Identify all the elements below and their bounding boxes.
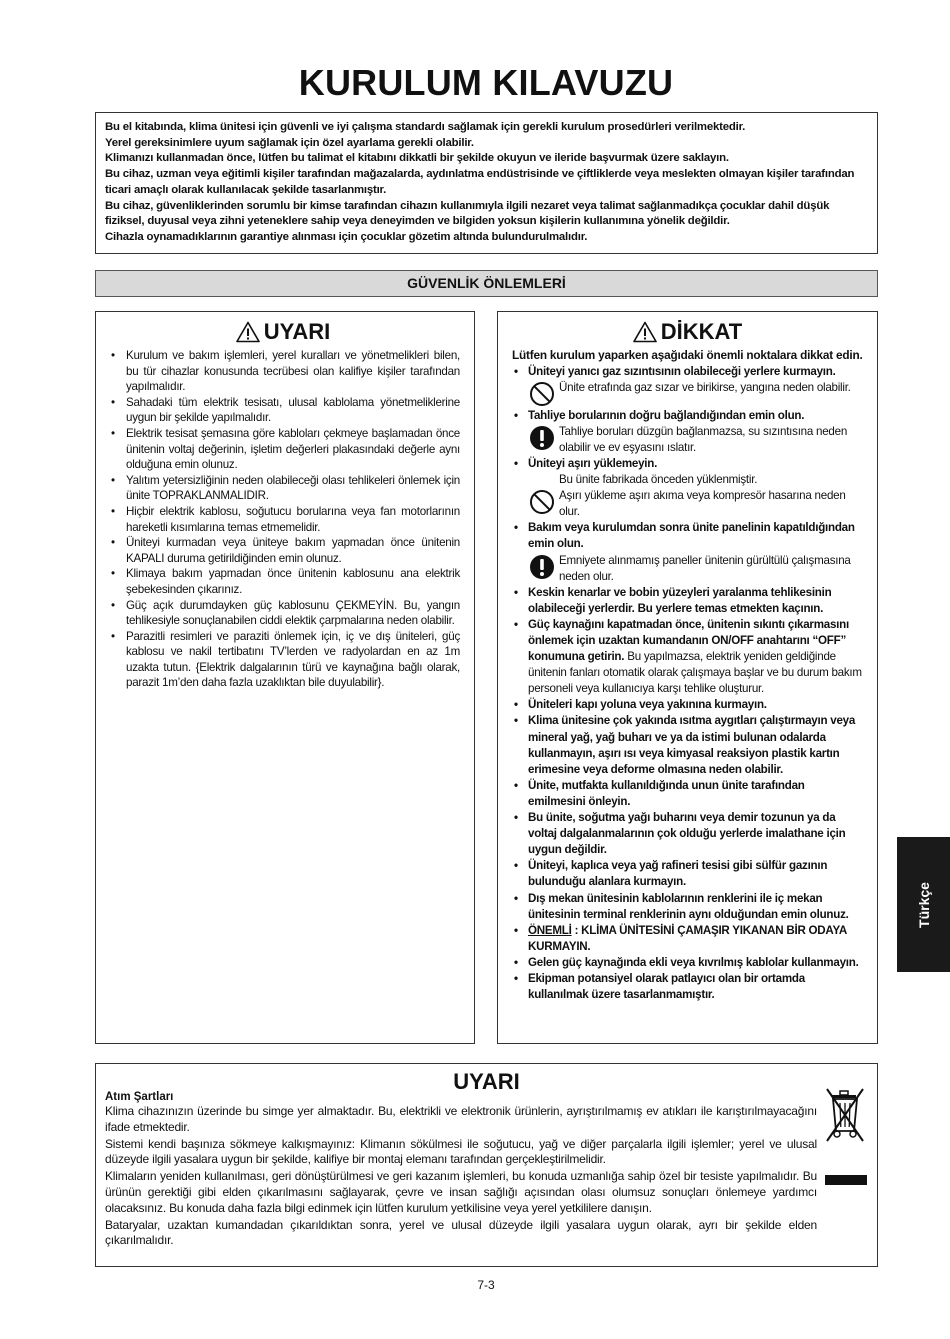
safety-section-header: GÜVENLİK ÖNLEMLERİ [95, 270, 878, 297]
list-item: • Üniteyi, kaplıca veya yağ rafineri tesisi gibi sülfür gazının bulunduğu alanlara kurmayın. [512, 858, 863, 890]
warning-list [106, 348, 460, 691]
disposal-heading: UYARI [453, 1069, 520, 1094]
caution-item-text: Üniteyi yanıcı gaz sızıntısının olabileceği yerlere kurmayın. [528, 364, 836, 378]
list-item [512, 364, 863, 408]
list-item: • Yalıtım yetersizliğinin neden olabileceği olası tehlikeleri önlemek için ünite TOPRAKLANMALIDIR. [106, 473, 460, 504]
list-item: • Ünite, mutfakta kullanıldığında unun ünite tarafından emilmesini önleyin. [512, 778, 863, 810]
caution-item-text: Güç kaynağını kapatmadan önce, ünitenin sıkıntı çıkarmasını önlemek için uzaktan kumandanın ON/OFF anahtarını “OFF” konumuna getirin. [528, 617, 849, 664]
intro-line: Bu cihaz, uzman veya eğitimli kişiler tarafından mağazalarda, aydınlatma endüstrisinde ve çiftliklerde veya meslekten olmayan kişiler tarafından ticari amaçlı olarak kullanılacak şekilde tasarlanmıştır. [105, 168, 855, 196]
caution-box [497, 311, 878, 1044]
warning-triangle-icon [633, 321, 657, 343]
list-item: • Ekipman potansiyel olarak patlayıcı olan bir ortamda kullanılmak üzere tasarlanmamıştır. [512, 971, 863, 1003]
list-item [512, 617, 863, 697]
caution-sub [528, 424, 863, 456]
caution-sub-text: Tahliye boruları düzgün bağlanmazsa, su sızıntısına neden olabilir ve ev eşyasını ıslatır. [559, 424, 848, 454]
list-item: • Klimaya bakım yapmadan önce ünitenin kablosunu ana elektrik şebekesinden çıkarınız. [106, 566, 460, 597]
disposal-box [95, 1063, 878, 1267]
list-item: • Dış mekan ünitesinin kablolarının renklerini ile iç mekan ünitesinin terminal renklerinin aynı olduğundan emin olunuz. [512, 891, 863, 923]
caution-item-text: Üniteyi aşırı yüklemeyin. [528, 456, 658, 470]
intro-line: Cihazla oynamadıklarının garantiye alınması için çocuklar gözetim altında bulundurulmalıdır. [105, 230, 588, 243]
disposal-paragraph: Sistemi kendi başınıza sökmeye kalkışmayınız: Klimanın sökülmesi ile soğutucu, yağ ve diğer parçalarla ilgili işlemler; yerel ve ulusal düzeyde ilgili yasalara uygun bir şekilde, kalifiye bir montaj elemanı tarafından gerçekleştirilmelidir. [105, 1136, 817, 1167]
list-item: • Keskin kenarlar ve bobin yüzeyleri yaralanma tehlikesinin olabileceği yerlerdir. Bu yerlere temas etmekten kaçının. [512, 585, 863, 617]
mandatory-action-icon [528, 553, 556, 581]
disposal-paragraph: Klima cihazınızın üzerinde bu simge yer almaktadır. Bu, elektrikli ve elektronik ürünlerin, ayrıştırılmamış ev atıkları ile karıştırılmayacağını ifade etmektedir. [105, 1104, 817, 1134]
mandatory-action-icon [528, 424, 556, 452]
caution-lead: Lütfen kurulum yaparken aşağıdaki önemli noktalara dikkat edin. [512, 348, 863, 362]
prohibition-icon [528, 380, 556, 408]
caution-item-text: Bu yapılmazsa, elektrik yeniden geldiğinde ünitenin fanları otomatik olarak çalışmaya başlar ve bu durum bakım personeli veya kullanıcıya karşı tehlike oluşturur. [528, 650, 862, 696]
intro-box [95, 112, 878, 254]
warning-box [95, 311, 475, 1044]
list-item: • Bu ünite, soğutma yağı buharını veya demir tozunun ya da voltaj dalgalanmalarının çok olduğu yerlerde imalathane için uygun değildir. [512, 810, 863, 858]
caution-heading [512, 318, 863, 346]
list-item: • Gelen güç kaynağında ekli veya kıvrılmış kablolar kullanmayın. [512, 955, 863, 971]
disposal-paragraph: Klimaların yeniden kullanılması, geri dönüştürülmesi ve geri kazanım işlemleri, bu konuda uzmanlığa sahip özel bir tesiste yapılmalıdır. Bu ürünün gerektiği gibi elden çıkarılmasını sağlayarak, çevre ve insan sağlığı açısından olası olumsuz sonuçları önlemeye yardımcı olacaksınız. Bu konuda daha fazla bilgi edinmek için lütfen kurulum yetkilisine veya yerel yetkililere danışın. [105, 1169, 817, 1215]
prohibition-icon [528, 488, 556, 516]
important-label: ÖNEMLİ [528, 923, 572, 937]
warning-heading-text: UYARI [263, 319, 331, 344]
intro-line: Klimanızı kullanmadan önce, lütfen bu talimat el kitabını dikkatli bir şekilde okuyun ve ileride başvurmak üzere saklayın. [105, 152, 729, 165]
language-tab [897, 837, 950, 972]
language-tab-label: Türkçe [915, 881, 932, 928]
caution-list [512, 364, 863, 1004]
caution-item-text: Tahliye borularının doğru bağlandığından emin olun. [528, 408, 805, 422]
caution-sub [528, 488, 863, 520]
caution-sub-text: Aşırı yükleme aşırı akıma veya kompresör hasarına neden olur. [559, 489, 846, 519]
caution-sub [528, 553, 863, 585]
intro-line: Bu el kitabında, klima ünitesi için güvenli ve iyi çalışma standardı sağlamak için gerekli kurulum prosedürleri verilmektedir. [105, 121, 746, 133]
intro-line: Bu cihaz, güvenliklerinden sorumlu bir kimse tarafından cihazın kullanımıyla ilgili nezaret veya talimat sağlanmadıkça çocuklar dahil düşük fiziksel, duyusal veya zihni yeteneklere sahip veya deneyimden ve bilgiden yoksun kişilerin kullanımına yönelik değildir. [105, 199, 830, 228]
caution-sub-text: Emniyete alınmamış paneller ünitenin gürültülü çalışmasına neden olur. [559, 553, 851, 583]
caution-sub [528, 380, 863, 408]
list-item: • Elektrik tesisat şemasına göre kabloları çekmeye başlamadan önce ünitenin voltaj değerinin, işletim değerleri plakasındaki değerle aynı olduğuna emin olunuz. [106, 426, 460, 473]
disposal-subheading: Atım Şartları [105, 1091, 174, 1103]
page-title: KURULUM KILAVUZU [298, 62, 674, 103]
list-item [512, 520, 863, 584]
list-item: • Üniteleri kapı yoluna veya yakınına kurmayın. [512, 697, 863, 713]
list-item: • Klima ünitesine çok yakında ısıtma aygıtları çalıştırmayın veya mineral yağ, yağ buharı ve ya da istimi bulunan odalarda kullanmayın, aşırı ısı veya kimyasal reaksiyon plastik kartın erimesine veya deforme olmasına neden olabilir. [512, 713, 863, 777]
list-item [512, 456, 863, 520]
weee-crossed-bin-icon [823, 1085, 869, 1185]
page-number: 7-3 [477, 1278, 495, 1292]
caution-sub-text: Bu ünite fabrikada önceden yüklenmiştir. [559, 473, 758, 487]
list-item: • Hiçbir elektrik kablosu, soğutucu borularına veya fan motorlarının hareketli kısımlarına temas etmemelidir. [106, 504, 460, 535]
caution-item-text: : KLİMA ÜNİTESİNİ ÇAMAŞIR YIKANAN BİR ODAYA KURMAYIN. [528, 923, 847, 953]
list-item [512, 408, 863, 456]
warning-triangle-icon [236, 321, 260, 343]
caution-item-text: Bakım veya kurulumdan sonra ünite panelinin kapatıldığından emin olun. [528, 521, 855, 551]
warning-heading [106, 318, 460, 346]
disposal-paragraph: Bataryalar, uzaktan kumandadan çıkarıldıktan sonra, yerel ve ulusal düzeyde ilgili yasalara uygun olarak, ayrı bir şekilde elden çıkarılmalıdır. [105, 1217, 817, 1248]
caution-heading-text: DİKKAT [660, 319, 743, 344]
list-item: • Güç açık durumdayken güç kablosunu ÇEKMEYİN. Bu, yangın tehlikesiyle sonuçlanabilen ciddi elektik çarpmalarına neden olabilir. [106, 598, 460, 629]
list-item: • Parazitli resimleri ve paraziti önlemek için, iç ve dış üniteleri, güç kablosu ve nakil tertibatını TV’lerden ve radyolardan en az 1m uzakta tutun. {Elektrik dalgalarının türü ve kaynağına bağlı olarak, parazit 1m’den daha fazla uzaklıktan bile duyulabilir}. [106, 629, 460, 691]
list-item: • Kurulum ve bakım işlemleri, yerel kuralları ve yönetmelikleri bilen, bu tür cihazlar konusunda tecrübesi olan kalifiye kişiler tarafından yapılmalıdır. [106, 348, 460, 395]
list-item: • Sahadaki tüm elektrik tesisatı, ulusal kablolama yönetmeliklerine uygun bir şekilde yapılmalıdır. [106, 395, 460, 426]
intro-line: Yerel gereksinimlere uyum sağlamak için özel ayarlama gerekli olabilir. [105, 136, 474, 149]
list-item: • Üniteyi kurmadan veya üniteye bakım yapmadan önce ünitenin KAPALI duruma getirildiğinden emin olunuz. [106, 535, 460, 566]
caution-sub-text: Ünite etrafında gaz sızar ve birikirse, yangına neden olabilir. [559, 380, 851, 394]
list-item [512, 923, 863, 955]
disposal-text [105, 1104, 817, 1249]
